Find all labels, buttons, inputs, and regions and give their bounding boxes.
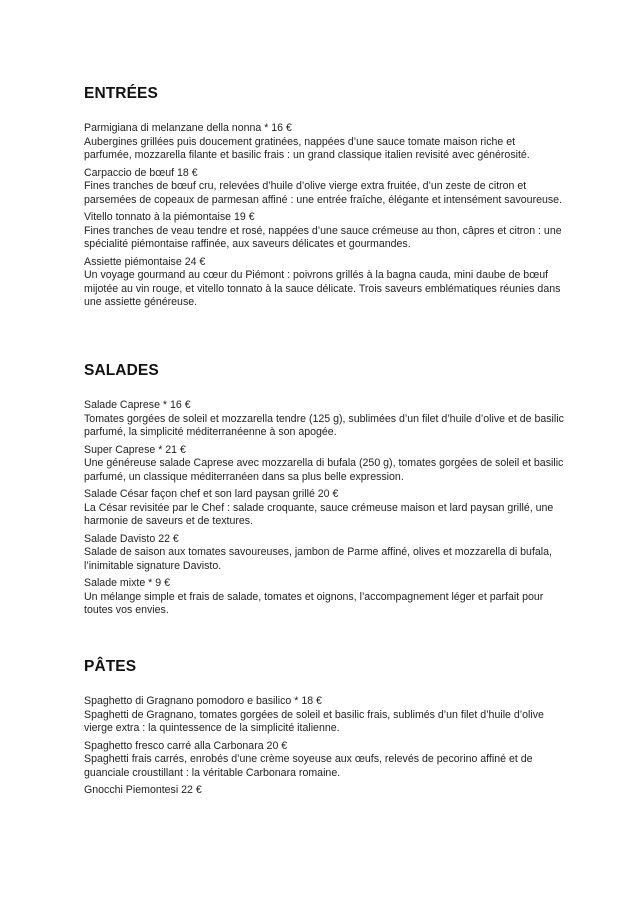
item-name: Spaghetto di Gragnano pomodoro e basilico * 18 € (84, 695, 322, 707)
menu-item (84, 740, 564, 781)
menu-item (84, 695, 564, 736)
item-name: Salade César façon chef et son lard paysan grillé 20 € (84, 488, 339, 500)
item-description: Tomates gorgées de soleil et mozzarella tendre (125 g), sublimées d’un filet d’huile d’olive et de basilic parfumé, la simplicité méditerranéenne à son apogée. (84, 412, 564, 438)
item-name: Parmigiana di melanzane della nonna * 16 € (84, 122, 292, 134)
item-name: Salade mixte * 9 € (84, 577, 170, 589)
item-list (84, 122, 564, 310)
section-salades (84, 362, 564, 622)
item-name: Carpaccio de bœuf 18 € (84, 166, 198, 179)
item-name: Spaghetto fresco carré alla Carbonara 20 € (84, 739, 288, 752)
item-list (84, 399, 564, 618)
item-name: Salade Davisto 22 € (84, 532, 179, 545)
item-description: Fines tranches de bœuf cru, relevées d’huile d’olive vierge extra fruitée, d’un zeste de citron et parsemées de copeaux de parmesan affiné : une entrée fraîche, élégante et intensément savoureuse. (84, 180, 563, 206)
item-description: Salade de saison aux tomates savoureuses, jambon de Parme affiné, olives et mozzarella di bufala, l’inimitable signature Davisto. (84, 546, 552, 572)
item-name: Super Caprese * 21 € (84, 443, 186, 456)
item-name: Vitello tonnato à la piémontaise 19 € (84, 211, 255, 223)
item-description: Aubergines grillées puis doucement gratinées, nappées d’une sauce tomate maison riche et parfumée, mozzarella filante et basilic frais : un grand classique italien revisité avec générosité. (84, 135, 530, 161)
menu-item (84, 122, 564, 163)
section-entrees (84, 85, 564, 314)
item-name: Gnocchi Piemontesi 22 € (84, 784, 202, 796)
item-description: La César revisitée par le Chef : salade croquante, sauce crémeuse maison et lard paysan grillé, une harmonie de saveurs et de textures. (84, 501, 554, 527)
section-pates (84, 658, 564, 802)
menu-item (84, 444, 564, 485)
menu-item (84, 533, 564, 574)
menu-item (84, 488, 564, 529)
menu-item (84, 211, 564, 252)
item-name: Assiette piémontaise 24 € (84, 255, 206, 268)
menu-item (84, 784, 564, 798)
menu-item (84, 577, 564, 618)
item-name: Salade Caprese * 16 € (84, 399, 191, 411)
item-description: Un voyage gourmand au cœur du Piémont : poivrons grillés à la bagna cauda, mini daube de bœuf mijotée au vin rouge, et vitello tonnato à la sauce délicate. Trois saveurs emblématiques réunies dans une assiette généreuse. (84, 269, 561, 308)
menu-item (84, 256, 564, 310)
section-title: PÂTES (84, 658, 137, 675)
item-description: Spaghetti frais carrés, enrobés d’une crème soyeuse aux œufs, relevés de pecorino affiné et de guanciale croustillant : la véritable Carbonara romaine. (84, 753, 533, 779)
item-description: Fines tranches de veau tendre et rosé, nappées d’une sauce crémeuse au thon, câpres et citron : une spécialité piémontaise raffinée, aux saveurs délicates et gourmandes. (84, 224, 562, 250)
menu-item (84, 167, 564, 208)
item-list (84, 695, 564, 798)
menu-item (84, 399, 564, 440)
item-description: Une généreuse salade Caprese avec mozzarella di bufala (250 g), tomates gorgées de soleil et basilic parfumé, un classique méditerranéen dans sa plus belle expression. (84, 457, 564, 483)
section-title: ENTRÉES (84, 85, 158, 102)
section-title: SALADES (84, 362, 159, 379)
item-description: Un mélange simple et frais de salade, tomates et oignons, l’accompagnement léger et parfait pour toutes vos envies. (84, 590, 544, 616)
item-description: Spaghetti de Gragnano, tomates gorgées de soleil et basilic frais, sublimés d’un filet d’huile d’olive vierge extra : la quintessence de la simplicité italienne. (84, 708, 544, 734)
